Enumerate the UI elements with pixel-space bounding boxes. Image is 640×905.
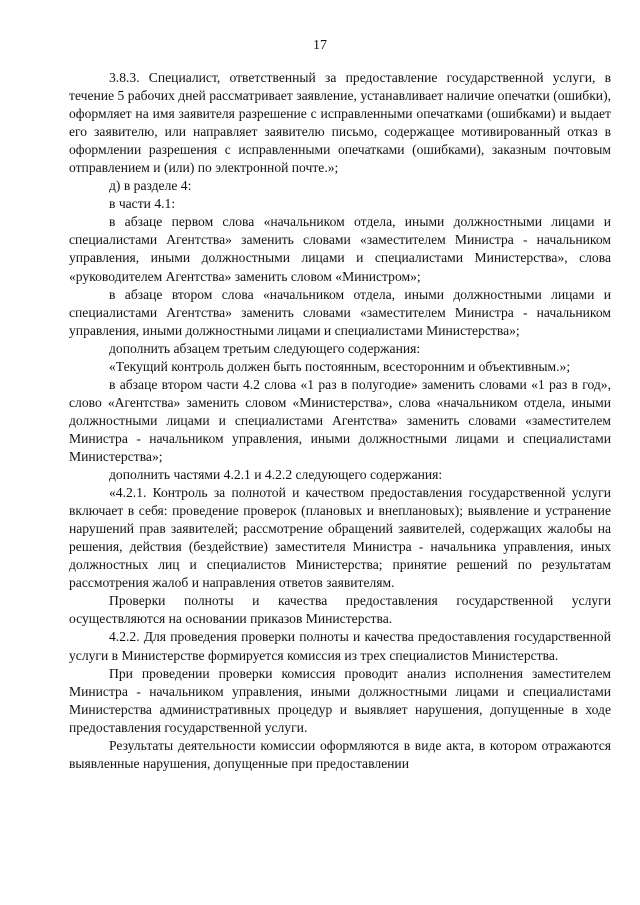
paragraph-inspections: Проверки полноты и качества предоставления государственной услуги осуществляются на основании приказов Министерства.: [69, 593, 611, 627]
paragraph-commission-analysis: При проведении проверки комиссия проводит анализ исполнения заместителем Министра - начальником управления, иными должностными лицами и специалистами Министерства административных процедур и выявляет нарушения, допущенные в ходе предоставления государственной услуги.: [69, 665, 611, 735]
document-body: [69, 69, 611, 773]
paragraph-current-control: «Текущий контроль должен быть постоянным, всесторонним и объективным.»;: [109, 358, 571, 374]
paragraph-commission-results: Результаты деятельности комиссии оформляются в виде акта, в котором отражаются выявленные нарушения, допущенные при предоставлении: [69, 737, 611, 771]
paragraph-part-4-1: в части 4.1:: [109, 196, 176, 212]
paragraph-add-third: дополнить абзацем третьим следующего содержания:: [109, 340, 421, 356]
page-number: 17: [313, 38, 327, 53]
paragraph-first-abzac: в абзаце первом слова «начальником отдела, иными должностными лицами и специалистами Агентства» заменить словами «заместителем Министра - начальником управления, иными должностными лицами и специалистами Министерства», слова «руководителем Агентства» заменить словом «Министром»;: [69, 214, 611, 284]
paragraph-add-parts: дополнить частями 4.2.1 и 4.2.2 следующего содержания:: [109, 467, 443, 483]
paragraph-part-4-2: в абзаце втором части 4.2 слова «1 раз в полугодие» заменить словами «1 раз в год», слово «Агентства» заменить словом «Министерства», слова «начальником отдела, иными должностными лицами и специалистами Агентства» заменить словами «заместителем Министра - начальником управления, иными должностными лицами и специалистами Министерства»;: [69, 376, 611, 464]
paragraph-section-4: д) в разделе 4:: [109, 178, 192, 194]
paragraph-4-2-2: 4.2.2. Для проведения проверки полноты и качества предоставления государственной услуги в Министерстве формируется комиссия из трех специалистов Министерства.: [69, 629, 611, 663]
paragraph-3-8-3: 3.8.3. Специалист, ответственный за предоставление государственной услуги, в течение 5 рабочих дней рассматривает заявление, устанавливает наличие опечатки (ошибки), оформляет на имя заявителя разрешение с исправленными опечатками (ошибками) и выдает его заявителю, или направляет заявителю письмо, содержащее мотивированный отказ в оформлении разрешения с исправленными опечатками (ошибками), заказным почтовым отправлением и (или) по электронной почте.»;: [69, 70, 611, 176]
paragraph-second-abzac: в абзаце втором слова «начальником отдела, иными должностными лицами и специалистами Агентства» заменить словами «заместителем Министра - начальником управления, иными должностными лицами и специалистами Министерства»;: [69, 286, 611, 338]
paragraph-4-2-1: «4.2.1. Контроль за полнотой и качеством предоставления государственной услуги включает в себя: проведение проверок (плановых и внеплановых); выявление и устранение нарушений прав заявителей; рассмотрение обращений заявителей, содержащих жалобы на решения, действия (бездействие) заместителя Министра - начальника управления, иных должностных лиц и специалистов Министерства; принятие решений по результатам рассмотрения жалоб и направления ответов заявителям.: [69, 485, 611, 591]
